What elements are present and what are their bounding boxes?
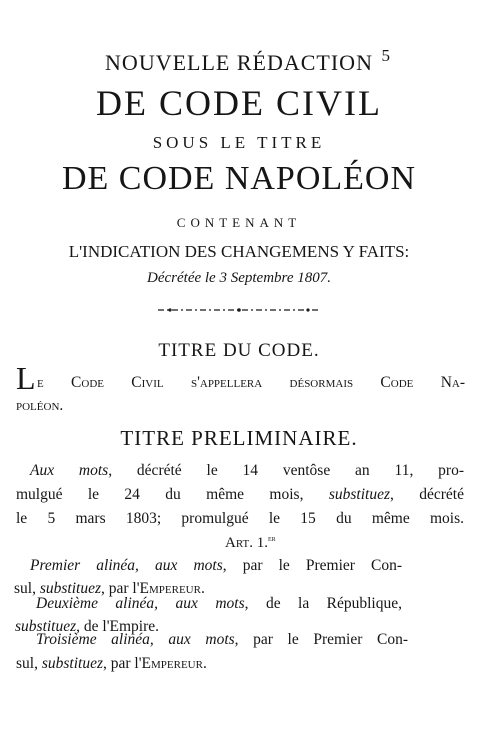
alinea-2-line-2: substituez, de l'Empire. [15, 618, 160, 635]
heading-line-6: L'INDICATION DES CHANGEMENS Y FAITS: [68, 242, 410, 261]
alinea-3-line-1: Troisième alinéa, aux mots, par le Premier Con- [36, 631, 409, 648]
heading-line-1: NOUVELLE RÉDACTION [105, 50, 373, 75]
decree-date: Décrétée le 3 Septembre 1807. [147, 270, 331, 286]
heading-line-2: DE CODE CIVIL [96, 83, 382, 123]
alinea-1-line-2: sul, substituez, par l'Empereur. [14, 580, 205, 597]
alinea-3-line-2: sul, substituez, par l'Empereur. [16, 655, 207, 672]
preliminaire-text-line-2: mulgué le 24 du même mois, substituez, décrété [16, 486, 464, 503]
preliminaire-text-line-3: le 5 mars 1803; promulgué le 15 du même mois. [16, 510, 464, 527]
heading-line-3: SOUS LE TITRE [152, 133, 326, 152]
article-heading: Art. 1.$^{er}$ [225, 533, 276, 551]
ornament-divider [0, 302, 478, 316]
alinea-2-line-1: Deuxième alinéa, aux mots, de la République, [36, 595, 402, 612]
heading-line-4: DE CODE NAPOLÉON [61, 160, 417, 197]
title-code-text-line-1: e Code Civil s'appellera désormais Code Na- [37, 374, 465, 391]
title-code-text-line-2: poléon. [16, 397, 64, 414]
title-code-heading: TITRE DU CODE. [158, 340, 320, 361]
alinea-1-line-1: Premier alinéa, aux mots, par le Premier Con- [30, 557, 402, 574]
heading-line-5: CONTENANT [176, 215, 302, 230]
page-number: 5 [381, 46, 390, 65]
title-preliminaire-heading: TITRE PRELIMINAIRE. [120, 426, 358, 450]
drop-cap: L [16, 360, 36, 396]
preliminaire-text-line-1: Aux mots, décrété le 14 ventôse an 11, pro- [30, 462, 464, 479]
